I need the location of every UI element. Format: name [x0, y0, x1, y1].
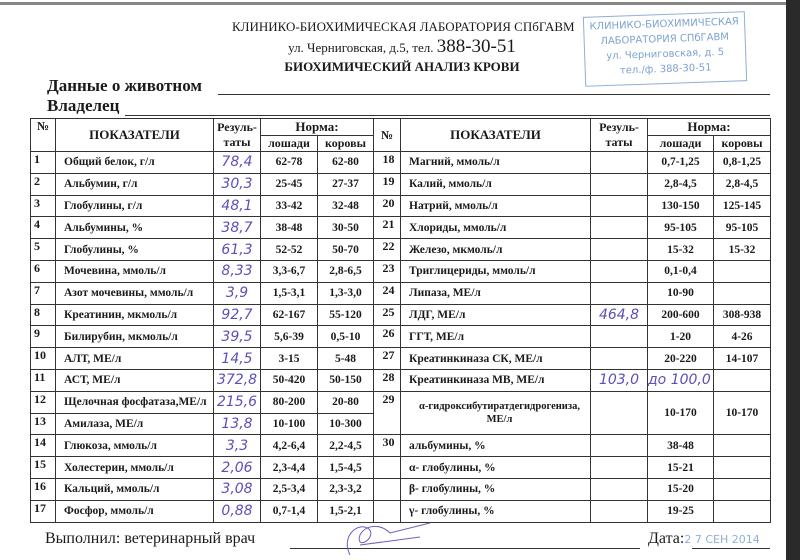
- result-cell[interactable]: 13,8: [214, 413, 261, 435]
- date-stamp: 2 7 СЕН 2014: [684, 533, 760, 546]
- lab-stamp: [583, 11, 747, 87]
- indicator-name: β- глобулины, %: [401, 478, 591, 500]
- norm-cows: 2,3-3,2: [318, 478, 374, 500]
- table-row: [31, 326, 771, 348]
- indicator-name: Глобулины, г/л: [56, 195, 214, 217]
- result-cell[interactable]: 372,8: [214, 369, 261, 391]
- norm-horses: 38-48: [261, 217, 318, 239]
- norm-cows: 125-145: [714, 195, 771, 217]
- result-cell[interactable]: 14,5: [214, 348, 261, 370]
- result-cell[interactable]: [591, 435, 648, 457]
- result-cell[interactable]: 3,3: [214, 435, 261, 457]
- norm-horses: 52-52: [261, 239, 318, 261]
- indicator-name: Щелочная фосфатаза,МЕ/л: [56, 391, 214, 413]
- norm-horses: 20-220: [648, 348, 714, 370]
- row-number: 19: [374, 173, 401, 195]
- table-row: [31, 152, 771, 174]
- table-row: [31, 282, 771, 304]
- indicator-name: Креатинин, мкмоль/л: [56, 304, 214, 326]
- stamp-line: тел./ф. 388-30-51: [619, 62, 712, 77]
- indicator-name: Мочевина, ммоль/л: [56, 260, 214, 282]
- row-number: 4: [31, 217, 56, 239]
- indicator-name: Магний, ммоль/л: [401, 152, 591, 174]
- table-row: [31, 391, 771, 413]
- norm-cows: 308-938: [714, 304, 771, 326]
- row-number: 5: [31, 239, 56, 261]
- norm-horses: 50-420: [261, 369, 318, 391]
- result-cell[interactable]: 92,7: [214, 304, 261, 326]
- norm-cows: 2,8-4,5: [714, 173, 771, 195]
- result-cell[interactable]: 78,4: [214, 152, 261, 174]
- norm-cows: 27-37: [318, 173, 374, 195]
- indicator-name: Натрий, ммоль/л: [401, 195, 591, 217]
- col-cows: коровы: [318, 136, 374, 152]
- result-cell[interactable]: [591, 391, 648, 435]
- row-number: 20: [374, 195, 401, 217]
- result-cell[interactable]: [591, 260, 648, 282]
- norm-horses: 2,5-3,4: [261, 478, 318, 500]
- norm-horses: 80-200: [261, 391, 318, 413]
- norm-horses: 3,3-6,7: [261, 260, 318, 282]
- results-table: [30, 118, 771, 523]
- norm-horses: 0,7-1,4: [261, 500, 318, 522]
- norm-horses: 95-105: [648, 217, 714, 239]
- result-cell[interactable]: 30,3: [214, 173, 261, 195]
- result-cell[interactable]: 8,33: [214, 260, 261, 282]
- row-number: 10: [31, 348, 56, 370]
- norm-cows: 2,8-6,5: [318, 260, 374, 282]
- norm-horses: 62-78: [261, 152, 318, 174]
- norm-cows: 15-32: [714, 239, 771, 261]
- result-note: до 100,0: [648, 369, 714, 391]
- row-number: 11: [31, 369, 56, 391]
- row-number: 28: [374, 369, 401, 391]
- row-number: [374, 457, 401, 479]
- norm-horses: 33-42: [261, 195, 318, 217]
- col-norm: Норма:: [261, 119, 374, 136]
- norm-cows: 2,2-4,5: [318, 435, 374, 457]
- performed-by: [45, 530, 255, 548]
- result-cell[interactable]: [591, 152, 648, 174]
- norm-horses: 2,8-4,5: [648, 173, 714, 195]
- norm-cows: 0,5-10: [318, 326, 374, 348]
- result-cell[interactable]: [591, 282, 648, 304]
- document-title: БИОХИМИЧЕСКИЙ АНАЛИЗ КРОВИ: [284, 59, 520, 74]
- row-number: 22: [374, 239, 401, 261]
- result-cell[interactable]: 38,7: [214, 217, 261, 239]
- result-cell[interactable]: 48,1: [214, 195, 261, 217]
- norm-horses: 10-170: [648, 391, 714, 435]
- lab-address: [232, 37, 572, 58]
- result-cell[interactable]: 39,5: [214, 326, 261, 348]
- indicator-name: Холестерин, ммоль/л: [56, 457, 214, 479]
- norm-cows: 10-300: [318, 413, 374, 435]
- col-indicators: ПОКАЗАТЕЛИ: [401, 119, 591, 152]
- norm-horses: 19-25: [648, 500, 714, 522]
- stamp-line: КЛИНИКО-БИОХИМИЧЕСКАЯ: [589, 16, 739, 33]
- row-number: 2: [31, 173, 56, 195]
- norm-cows: 95-105: [714, 217, 771, 239]
- table-row: [31, 260, 771, 282]
- result-cell[interactable]: [591, 500, 648, 522]
- row-number: 1: [31, 152, 56, 174]
- row-number: 27: [374, 348, 401, 370]
- norm-horses: 4,2-6,4: [261, 435, 318, 457]
- row-number: 3: [31, 195, 56, 217]
- norm-cows: 1,5-2,1: [318, 500, 374, 522]
- row-number: 29: [374, 391, 401, 435]
- indicator-name: ЛДГ, МЕ/л: [401, 304, 591, 326]
- signature: [320, 515, 440, 560]
- table-row: [31, 239, 771, 261]
- norm-cows: 5-48: [318, 348, 374, 370]
- norm-cows: 55-120: [318, 304, 374, 326]
- row-number: 25: [374, 304, 401, 326]
- result-cell[interactable]: 215,6: [214, 391, 261, 413]
- row-number: 9: [31, 326, 56, 348]
- indicator-name: Глюкоза, ммоль/л: [56, 435, 214, 457]
- scan-edge: [0, 2, 800, 5]
- norm-horses: 38-48: [648, 435, 714, 457]
- indicator-name: Калий, ммоль/л: [401, 173, 591, 195]
- indicator-name: Альбумины, %: [56, 217, 214, 239]
- result-cell[interactable]: 103,0: [591, 369, 648, 391]
- result-cell[interactable]: 0,88: [214, 500, 261, 522]
- row-number: 14: [31, 435, 56, 457]
- norm-horses: 2,3-4,4: [261, 457, 318, 479]
- norm-cows: [714, 260, 771, 282]
- result-cell[interactable]: [591, 326, 648, 348]
- indicator-name: γ- глобулины, %: [401, 500, 591, 522]
- indicator-name: Креатинкиназа СК, МЕ/л: [401, 348, 591, 370]
- col-results: Резуль-таты: [591, 119, 648, 152]
- norm-cows: 20-80: [318, 391, 374, 413]
- indicator-name: Амилаза, МЕ/л: [56, 413, 214, 435]
- col-indicators: ПОКАЗАТЕЛИ: [56, 119, 214, 152]
- result-cell[interactable]: [591, 173, 648, 195]
- norm-cows: [714, 457, 771, 479]
- norm-cows: [714, 435, 771, 457]
- norm-cows: 4-26: [714, 326, 771, 348]
- norm-horses: 3-15: [261, 348, 318, 370]
- norm-horses: 0,7-1,25: [648, 152, 714, 174]
- indicator-name: Кальций, ммоль/л: [56, 478, 214, 500]
- indicator-name: Хлориды, ммоль/л: [401, 217, 591, 239]
- row-number: 16: [31, 478, 56, 500]
- animal-data-label: Данные о животном: [47, 76, 202, 95]
- indicator-name: Общий белок, г/л: [56, 152, 214, 174]
- col-num: №: [374, 119, 401, 152]
- phone: 388-30-51: [436, 36, 516, 57]
- norm-cows: [714, 478, 771, 500]
- row-number: [374, 478, 401, 500]
- table-row: [31, 435, 771, 457]
- indicator-name: Фосфор, ммоль/л: [56, 500, 214, 522]
- row-number: 13: [31, 413, 56, 435]
- norm-cows: [714, 282, 771, 304]
- norm-horses: 5,6-39: [261, 326, 318, 348]
- result-cell[interactable]: [591, 478, 648, 500]
- indicator-name: АЛТ, МЕ/л: [56, 348, 214, 370]
- result-cell[interactable]: [591, 195, 648, 217]
- indicator-name: Билирубин, мкмоль/л: [56, 326, 214, 348]
- scan-border: [786, 0, 800, 560]
- indicator-name: Альбумин, г/л: [56, 173, 214, 195]
- stamp-line: ЛАБОРАТОРИЯ СПбГАВМ: [600, 31, 730, 48]
- table-row: [31, 457, 771, 479]
- result-cell[interactable]: 2,06: [214, 457, 261, 479]
- row-number: 12: [31, 391, 56, 413]
- address-text: ул. Черниговская, д.5, тел.: [288, 40, 434, 55]
- date-line: [692, 548, 770, 549]
- norm-horses: 15-20: [648, 478, 714, 500]
- table-row: [31, 173, 771, 195]
- col-horses: лошади: [261, 136, 318, 152]
- indicator-name: Глобулины, %: [56, 239, 214, 261]
- indicator-name: α-гидроксибутиратдегидрогениза, МЕ/л: [401, 391, 591, 435]
- indicator-name: Липаза, МЕ/л: [401, 282, 591, 304]
- norm-cows: 1,5-4,5: [318, 457, 374, 479]
- norm-horses: 1-20: [648, 326, 714, 348]
- col-cows: коровы: [714, 136, 771, 152]
- table-row: [31, 348, 771, 370]
- norm-cows: 50-70: [318, 239, 374, 261]
- norm-cows: 62-80: [318, 152, 374, 174]
- table-row: [31, 217, 771, 239]
- indicator-name: Азот мочевины, ммоль/л: [56, 282, 214, 304]
- animal-data-line[interactable]: [218, 94, 770, 95]
- norm-cows: 1,3-3,0: [318, 282, 374, 304]
- table-row: [31, 195, 771, 217]
- indicator-name: АСТ, МЕ/л: [56, 369, 214, 391]
- col-num: №: [31, 119, 56, 152]
- row-number: 6: [31, 260, 56, 282]
- table-row: [31, 304, 771, 326]
- performed-by-label: Выполнил: ветеринарный врач: [45, 530, 256, 547]
- norm-horses: 15-32: [648, 239, 714, 261]
- norm-horses: 200-600: [648, 304, 714, 326]
- result-cell[interactable]: 3,9: [214, 282, 261, 304]
- result-cell[interactable]: 61,3: [214, 239, 261, 261]
- col-horses: лошади: [648, 136, 714, 152]
- norm-cows: 10-170: [714, 391, 771, 435]
- row-number: 7: [31, 282, 56, 304]
- norm-cows: 30-50: [318, 217, 374, 239]
- result-cell[interactable]: [591, 348, 648, 370]
- norm-horses: 10-100: [261, 413, 318, 435]
- norm-horses: 0,1-0,4: [648, 260, 714, 282]
- indicator-name: альбумины, %: [401, 435, 591, 457]
- col-results: Резуль-таты: [214, 119, 261, 152]
- norm-horses: 10-90: [648, 282, 714, 304]
- norm-cows: [714, 500, 771, 522]
- owner-label: Владелец: [47, 96, 120, 115]
- row-number: 21: [374, 217, 401, 239]
- indicator-name: Креатинкиназа МВ, МЕ/л: [401, 369, 591, 391]
- norm-cows: 14-107: [714, 348, 771, 370]
- indicator-name: ГГТ, МЕ/л: [401, 326, 591, 348]
- indicator-name: α- глобулины, %: [401, 457, 591, 479]
- result-cell[interactable]: [591, 217, 648, 239]
- owner-line[interactable]: [125, 115, 770, 116]
- indicator-name: Триглицериды, ммоль/л: [401, 260, 591, 282]
- table-row: [31, 478, 771, 500]
- row-number: 8: [31, 304, 56, 326]
- norm-horses: 15-21: [648, 457, 714, 479]
- lab-name: КЛИНИКО-БИОХИМИЧЕСКАЯ ЛАБОРАТОРИЯ СПбГАВМ: [232, 19, 575, 34]
- indicator-name: Железо, мкмоль/л: [401, 239, 591, 261]
- norm-cows: [714, 369, 771, 391]
- date-label: Дата:: [648, 530, 685, 547]
- row-number: 23: [374, 260, 401, 282]
- norm-cows: 50-150: [318, 369, 374, 391]
- date: [648, 530, 760, 549]
- stamp-line: ул. Черниговская, д. 5: [606, 46, 725, 63]
- norm-horses: 130-150: [648, 195, 714, 217]
- norm-horses: 1,5-3,1: [261, 282, 318, 304]
- norm-cows: 0,8-1,25: [714, 152, 771, 174]
- norm-cows: 32-48: [318, 195, 374, 217]
- table-row: [31, 369, 771, 391]
- result-cell[interactable]: 3,08: [214, 478, 261, 500]
- row-number: 30: [374, 435, 401, 457]
- row-number: 26: [374, 326, 401, 348]
- result-cell[interactable]: [591, 239, 648, 261]
- result-cell[interactable]: 464,8: [591, 304, 648, 326]
- row-number: 17: [31, 500, 56, 522]
- result-cell[interactable]: [591, 457, 648, 479]
- norm-horses: 62-167: [261, 304, 318, 326]
- row-number: 15: [31, 457, 56, 479]
- norm-horses: 25-45: [261, 173, 318, 195]
- col-norm: Норма:: [648, 119, 771, 136]
- row-number: 18: [374, 152, 401, 174]
- row-number: 24: [374, 282, 401, 304]
